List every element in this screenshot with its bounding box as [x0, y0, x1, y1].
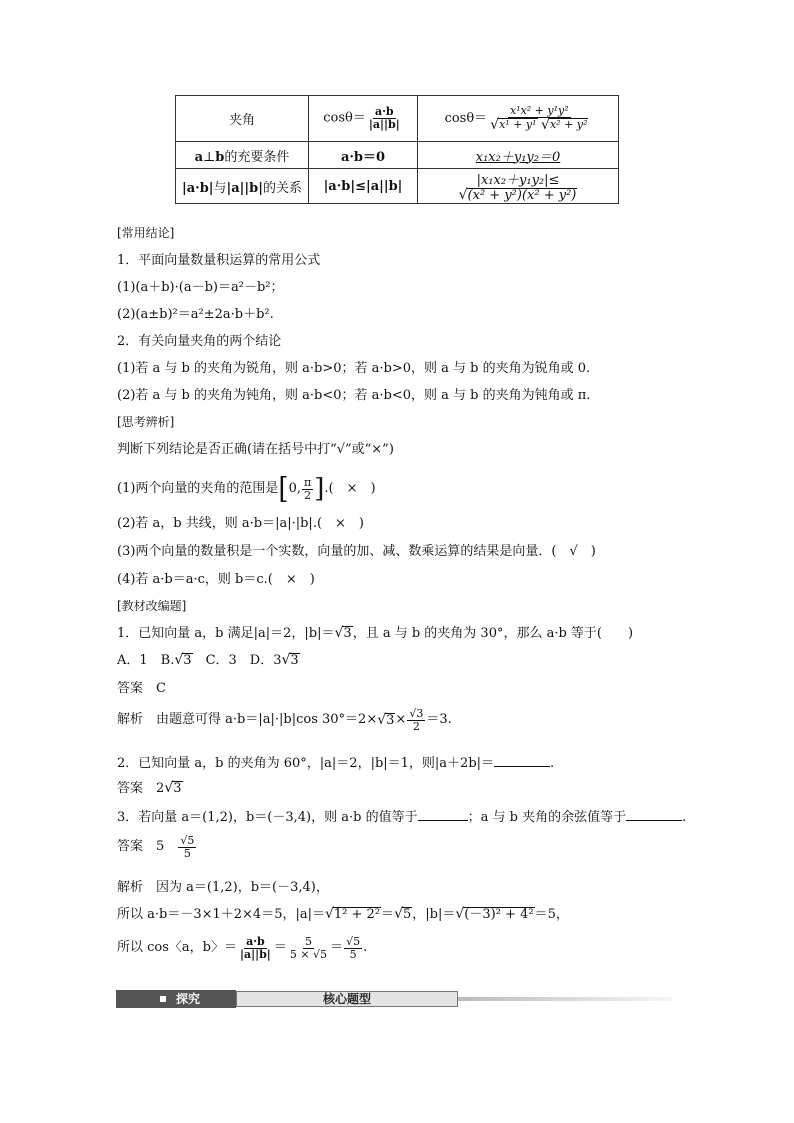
table-cell: |a·b|与|a||b|的关系 — [176, 169, 309, 204]
section-tag-textbook: [教材改编题] — [117, 599, 187, 613]
problem-2-answer: 答案 2 √ 3 — [117, 780, 182, 796]
table-row — [176, 96, 619, 142]
table-cell: cosθ＝ $\frac{a\cdot b}{|a||b|}$ — [309, 96, 418, 142]
formula-2: (2)(a±b)²＝a²±2a·b＋b². — [117, 307, 274, 322]
problem-3: 3．若向量 a＝(1,2)，b＝(－3,4)，则 a·b 的值等于 ；a 与 b 夹角的余弦值等于 . — [117, 810, 687, 825]
statement-2: (2)若 a，b 共线，则 a·b＝|a|·|b|.( × ) — [117, 516, 364, 531]
table-cell: a·b＝0 — [309, 142, 418, 169]
problem-3-explain-3: 所以 cos〈a，b〉＝ $\frac{a\cdot b}{|a||b|}$ ＝ $\frac{5}{5 \times √5}$ ＝ $\frac{√5}{5}$ . — [117, 935, 368, 961]
problem-1: 1．已知向量 a，b 满足|a|＝2，|b|＝ √ 3 ，且 a 与 b 的夹角为 30°，那么 a·b 等于( ) — [117, 625, 634, 641]
problem-1-answer: 答案 C — [117, 681, 166, 696]
banner-explore: 探究 — [116, 990, 236, 1008]
conclusion-1: (1)若 a 与 b 的夹角为锐角，则 a·b>0；若 a·b>0，则 a 与 b 的夹角为锐角或 0. — [117, 361, 591, 376]
think-intro: 判断下列结论是否正确(请在括号中打“√”或“×”) — [117, 442, 394, 457]
table-cell: cosθ＝ x¹x² + y¹y² √ x¹ + y¹ √ x² + y² — [418, 96, 619, 142]
table-cell: |a·b|≤|a||b| — [309, 169, 418, 204]
statement-4: (4)若 a·b＝a·c，则 b＝c.( × ) — [117, 572, 315, 587]
coord-angle-fraction: x¹x² + y¹y² √ x¹ + y¹ √ x² + y² — [490, 104, 588, 133]
conclusion-2: (2)若 a 与 b 的夹角为钝角，则 a·b<0；若 a·b<0，则 a 与 b 的夹角为钝角或 π. — [117, 388, 591, 403]
angle-fraction: $\frac{a\cdot b}{|a||b|}$ — [368, 105, 400, 131]
problem-3-answer: 答案 5 $\frac{√5}{5}$ — [117, 834, 195, 860]
statement-3: (3)两个向量的数量积是一个实数，向量的加、减、数乘运算的结果是向量．( √ ) — [117, 544, 596, 559]
section-banner — [116, 990, 672, 1008]
problem-1-explain: 解析 由题意可得 a·b＝|a|·|b|cos 30°＝2× √ 3 × $\frac{√3}{2}$ ＝3. — [117, 707, 452, 733]
table-row — [176, 142, 619, 169]
answer-blank — [626, 808, 682, 821]
table-row — [176, 169, 619, 204]
banner-core-topics: 核心题型 — [236, 991, 458, 1007]
formula-1: (1)(a＋b)·(a－b)＝a²－b²； — [117, 280, 284, 295]
table-cell: 夹角 — [176, 96, 309, 142]
section-tag-common: [常用结论] — [117, 226, 175, 240]
section-tag-think: [思考辨析] — [117, 415, 175, 429]
problem-3-explain-2: 所以 a·b＝－3×1＋2×4＝5，|a|＝ √ 1² + 2² ＝ √ 5 ，|b|＝ √ (－3)² + 4² ＝5， — [117, 906, 569, 922]
answer-blank — [418, 808, 468, 821]
square-bullet-icon — [160, 996, 166, 1002]
table-cell: a⊥b的充要条件 — [176, 142, 309, 169]
heading-formulas: 1．平面向量数量积运算的常用公式 — [117, 253, 321, 268]
table-cell: |x₁x₂＋y₁y₂|≤ √ (x² + y²)(x² + y²) — [418, 169, 619, 204]
problem-3-explain-1: 解析 因为 a＝(1,2)，b＝(－3,4)， — [117, 880, 329, 895]
statement-1: (1)两个向量的夹角的范围是 [ 0, $\frac{\pi}{2}$ ] .( × ) — [117, 472, 376, 506]
banner-rule — [458, 997, 672, 1001]
problem-1-options: A．1 B. √ 3 C．3 D．3 √ 3 — [117, 652, 299, 668]
table-cell: x₁x₂＋y₁y₂＝0 — [418, 142, 619, 169]
answer-blank — [494, 754, 550, 767]
problem-2: 2．已知向量 a，b 的夹角为 60°，|a|＝2，|b|＝1，则|a＋2b|＝ . — [117, 756, 555, 771]
heading-angle: 2．有关向量夹角的两个结论 — [117, 334, 282, 349]
dot-product-table — [175, 95, 619, 204]
